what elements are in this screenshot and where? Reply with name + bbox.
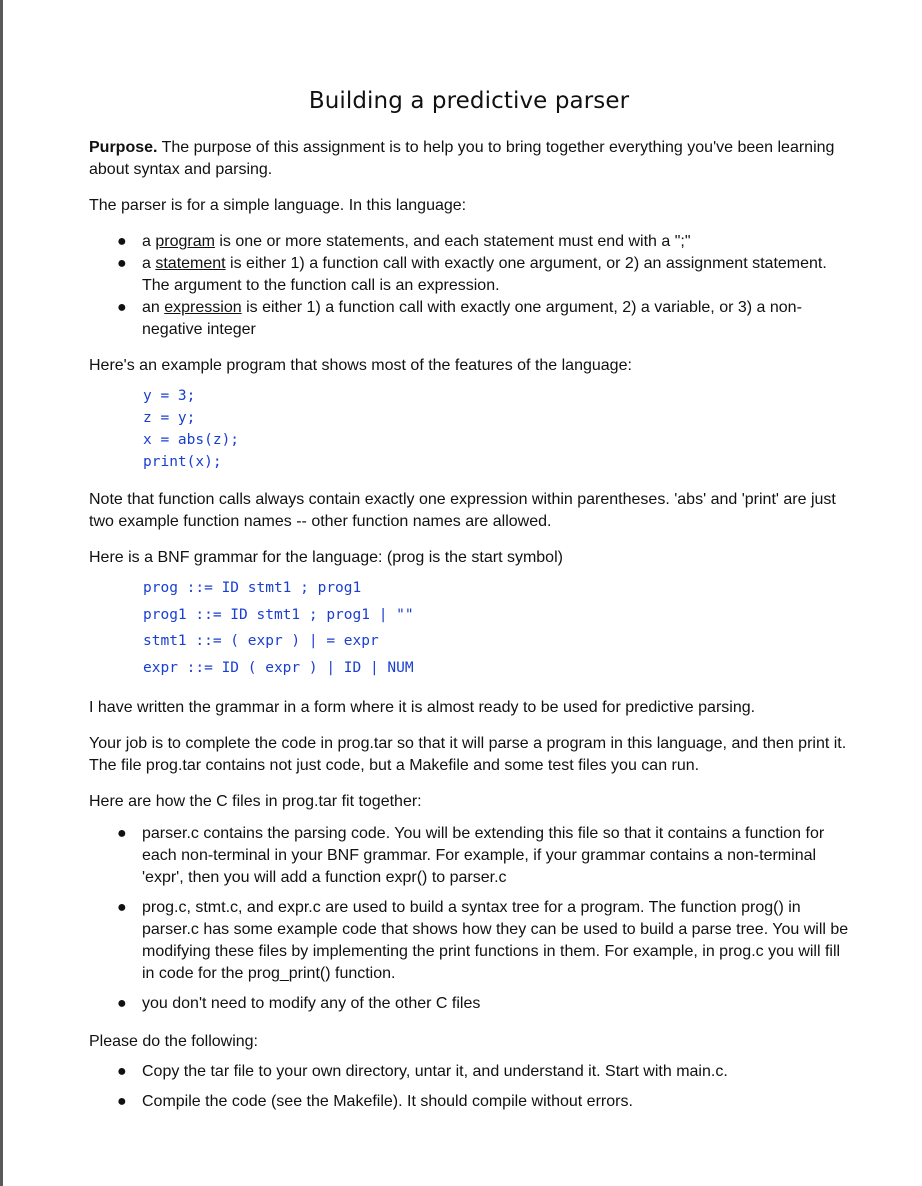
todo-intro: Please do the following:: [89, 1033, 258, 1050]
rule-prefix: a: [142, 255, 156, 272]
window-right-border: [918, 0, 922, 1186]
file-description: parser.c contains the parsing code. You will be extending this file so that it contains a function for each non-terminal in your BNF grammar. For example, if your grammar contains a non-terminal 'expr', then you will add a function expr() to parser.c: [142, 825, 825, 886]
bullet-icon: ●: [117, 299, 127, 316]
purpose-paragraph: [89, 137, 849, 181]
list-item: [117, 1091, 849, 1113]
grammar-note: I have written the grammar in a form where it is almost ready to be used for predictive parsing.: [89, 699, 756, 716]
bnf-grammar-block: [143, 575, 849, 681]
rule-text: is one or more statements, and each statement must end with a ";": [214, 233, 691, 250]
list-item: [117, 897, 849, 985]
purpose-text: The purpose of this assignment is to help you to bring together everything you've been learning about syntax and parsing.: [89, 139, 835, 178]
window-left-border: [0, 0, 3, 1186]
rule-prefix: a: [142, 233, 156, 250]
list-item: [117, 1061, 849, 1083]
list-item: [117, 823, 849, 889]
file-description: prog.c, stmt.c, and expr.c are used to build a syntax tree for a program. The function prog() in parser.c has some example code that shows how they can be used to build a parse tree. You will be modifying these files by implementing the print functions in them. For example, in prog.c you will fill in code for the prog_print() function.: [142, 899, 849, 982]
term-statement: statement: [155, 255, 226, 272]
example-code-block: [143, 385, 849, 473]
todo-text: Copy the tar file to your own directory, untar it, and understand it. Start with main.c.: [142, 1063, 728, 1080]
bullet-icon: ●: [117, 255, 127, 272]
document-page: [89, 84, 849, 1127]
bullet-icon: ●: [117, 825, 127, 842]
bnf-intro: Here is a BNF grammar for the language: (prog is the start symbol): [89, 549, 563, 566]
job-paragraph: Your job is to complete the code in prog.tar so that it will parse a program in this language, and then print it. The file prog.tar contains not just code, but a Makefile and some test files you can run.: [89, 735, 847, 774]
bullet-icon: ●: [117, 1093, 127, 1110]
grammar-rule: prog ::= ID stmt1 ; prog1: [143, 580, 362, 596]
rule-prefix: an: [142, 299, 165, 316]
code-line: print(x);: [143, 454, 222, 470]
list-item: [117, 231, 849, 253]
list-item: [117, 297, 849, 341]
page-title: Building a predictive parser: [308, 88, 630, 114]
list-item: [117, 253, 849, 297]
purpose-label: Purpose.: [89, 139, 158, 156]
bullet-icon: ●: [117, 899, 127, 916]
todo-text: Compile the code (see the Makefile). It should compile without errors.: [142, 1093, 633, 1110]
intro-paragraph: The parser is for a simple language. In this language:: [89, 197, 467, 214]
language-rules-list: [89, 231, 849, 341]
bullet-icon: ●: [117, 233, 127, 250]
code-line: x = abs(z);: [143, 432, 240, 448]
bullet-icon: ●: [117, 995, 127, 1012]
bullet-icon: ●: [117, 1063, 127, 1080]
code-line: z = y;: [143, 410, 196, 426]
files-intro: Here are how the C files in prog.tar fit together:: [89, 793, 422, 810]
rule-text: is either 1) a function call with exactly one argument, 2) a variable, or 3) a non-negative integer: [142, 299, 802, 338]
grammar-rule: prog1 ::= ID stmt1 ; prog1 | "": [143, 606, 414, 623]
list-item: [117, 993, 849, 1015]
example-intro: Here's an example program that shows most of the features of the language:: [89, 357, 632, 374]
todo-list: [89, 1061, 849, 1113]
file-description: you don't need to modify any of the other C files: [142, 995, 481, 1012]
term-program: program: [155, 233, 215, 250]
code-line: y = 3;: [143, 388, 196, 404]
files-list: [89, 823, 849, 1015]
grammar-rule: stmt1 ::= ( expr ) | = expr: [143, 633, 379, 649]
term-expression: expression: [164, 299, 242, 316]
rule-text: is either 1) a function call with exactly one argument, or 2) an assignment statement. The argument to the function call is an expression.: [142, 255, 827, 294]
grammar-rule: expr ::= ID ( expr ) | ID | NUM: [143, 659, 414, 676]
function-call-note: Note that function calls always contain exactly one expression within parentheses. 'abs' and 'print' are just two example function names -- other function names are allowed.: [89, 491, 836, 530]
